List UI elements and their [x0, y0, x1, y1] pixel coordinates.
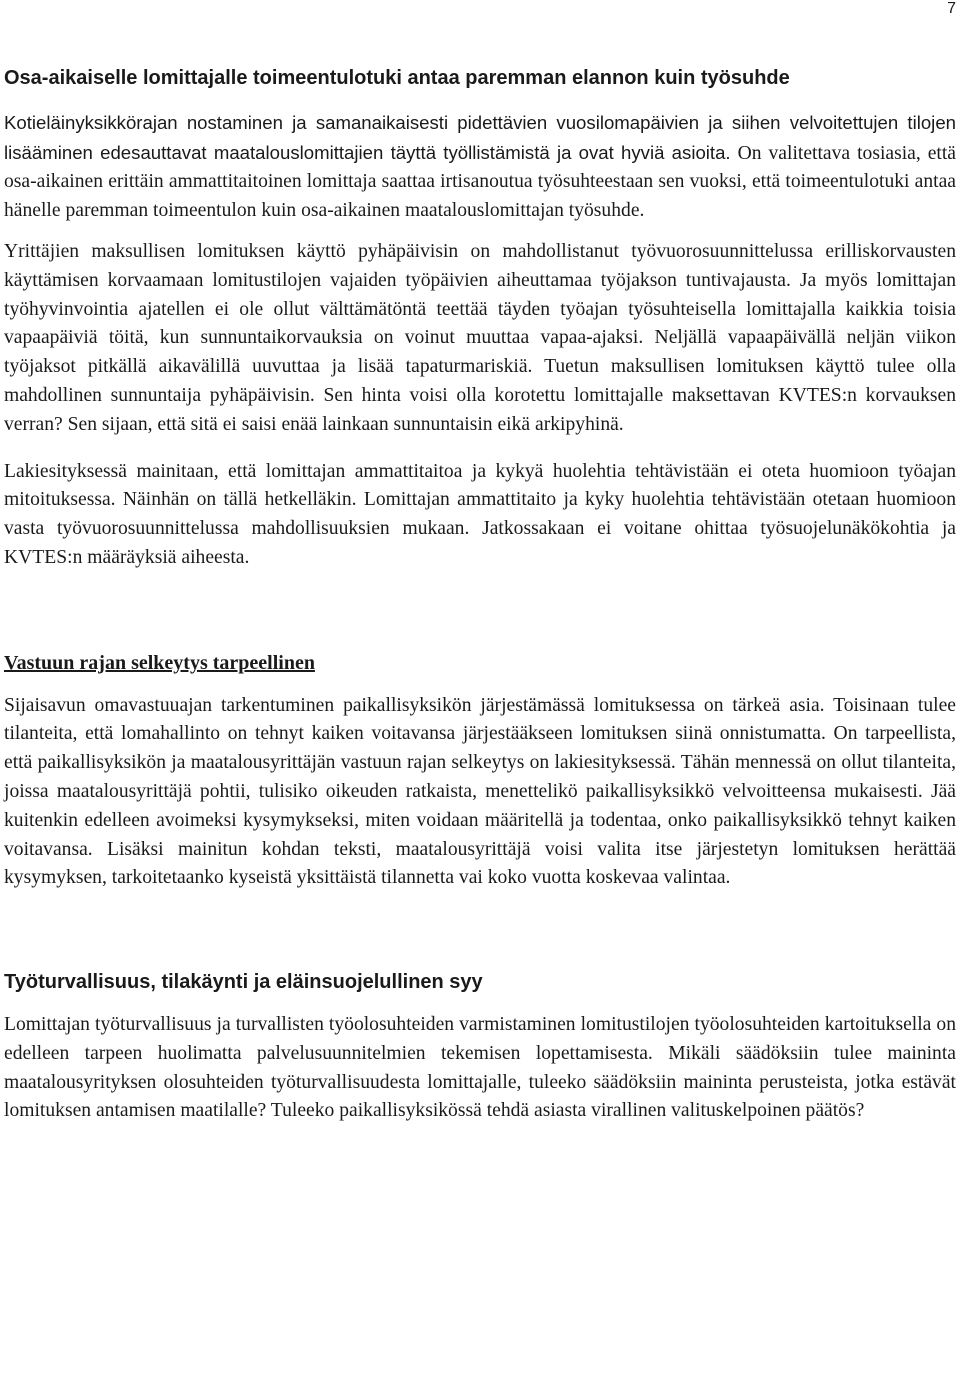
- paragraph-tyoturvallisuus: Lomittajan työturvallisuus ja turvallisten työolosuhteiden varmistaminen lomitustilojen työolosuhteiden kartoituksella on edelleen tarpeen huolimatta palvelusuunnitelmien tekemisen lopettamisesta. Mikäli säädöksiin tulee maininta maatalousyrityksen olosuhteiden työturvallisuudesta lomittajalle, tuleeko säädöksiin maininta perusteista, jotka estävät lomituksen antamisen maatilalle? Tuleeko paikallisyksikössä tehdä asiasta virallinen valituskelpoinen päätös?: [4, 1013, 956, 1122]
- page-number: 7: [947, 0, 956, 17]
- paragraph-maksullinen-lomitus: Yrittäjien maksullisen lomituksen käyttö pyhäpäivisin on mahdollistanut työvuorosuunnittelussa erilliskorvausten käyttämisen korvaamaan lomitustilojen vajaiden työpäivien aiheuttamaa työjakson tuntivajausta. Ja myös lomittajan työhyvinvointia ajatellen ei ole ollut välttämätöntä teettää täyden työajan työsuhteisella lomittajalla kaikkia toisia vapaapäiviä töitä, kun sunnuntaikorvauksia on voinut muuttaa vapaa-ajaksi. Neljällä vapaapäivällä neljän viikon työjaksot pitkällä aikavälillä uuvuttaa ja lisää tapaturmariskiä. Tuetun maksullisen lomituksen käyttö tulee olla mahdollinen sunnuntaija pyhäpäivisin. Sen hinta voisi olla korotettu lomittajalle maksettavan KVTES:n korvauksen verran? Sen sijaan, että sitä ei saisi enää lainkaan sunnuntaisin eikä arkipyhinä.: [4, 240, 956, 435]
- paragraph-sijaisapu: Sijaisavun omavastuuajan tarkentuminen paikallisyksikön järjestämässä lomituksessa on tärkeä asia. Toisinaan tulee tilanteita, että lomahallinto on tehnyt kaiken voitavansa järjestääkseen lomituksen siinä onnistumatta. On tarpeellista, että paikallisyksikön ja maatalousyrittäjän vastuun rajan selkeytys on lakiesityksessä. Tähän mennessä on ollut tilanteita, joissa maatalousyrittäjä pohtii, tulisiko oikeuden ratkaista, menettelikö paikallisyksikkö velvoitteensa mukaisesti. Jää kuitenkin edelleen avoimeksi kysymykseksi, miten voidaan määritellä ja todentaa, onko paikallisyksikkö tehnyt kaiken voitavansa. Lisäksi mainitun kohdan teksti, maatalousyrittäjä voisi valita itse järjestetyn lomituksen herättää kysymyksen, tarkoitetaanko kyseistä yksittäistä tilannetta vai koko vuotta koskevaa valintaa.: [4, 694, 956, 889]
- section-heading-toimeentulotuki: Osa-aikaiselle lomittajalle toimeentulotuki antaa paremman elannon kuin työsuhde: [4, 67, 790, 89]
- paragraph-serif-part: On valitettava tosiasia, että osa-aikainen erittäin ammattitaitoinen lomittaja saattaa irtisanoutua työsuhteestaan sen vuoksi, että toimeentulotuki antaa hänelle paremman toimeentulon kuin osa-aikainen maatalouslomittajan työsuhde.: [4, 142, 957, 222]
- paragraph-kotielainyksikko: [4, 109, 956, 226]
- paragraph-lakiesitys: Lakiesityksessä mainitaan, että lomittajan ammattitaitoa ja kykyä huolehtia tehtävistään ei oteta huomioon työajan mitoituksessa. Näinhän on tällä hetkelläkin. Lomittajan ammattitaito ja kyky huolehtia tehtävistään otetaan huomioon vasta työvuorosuunnittelussa mahdollisuuksien mukaan. Jatkossakaan ei voitane ohittaa työsuojelunäkökohtia ja KVTES:n määräyksiä aiheesta.: [4, 460, 956, 568]
- section-heading-vastuun-raja: Vastuun rajan selkeytys tarpeellinen: [4, 651, 315, 674]
- section-heading-tyoturvallisuus: Työturvallisuus, tilakäynti ja eläinsuojelullinen syy: [4, 971, 483, 994]
- document-body: [4, 64, 956, 1126]
- paragraph-sans-part: Kotieläinyksikkörajan nostaminen ja samanaikaisesti pidettävien vuosilomapäivien ja siihen velvoitettujen tilojen lisääminen edesauttavat maatalouslomittajien täyttä työllistämistä ja ovat hyviä asioita.: [4, 111, 956, 163]
